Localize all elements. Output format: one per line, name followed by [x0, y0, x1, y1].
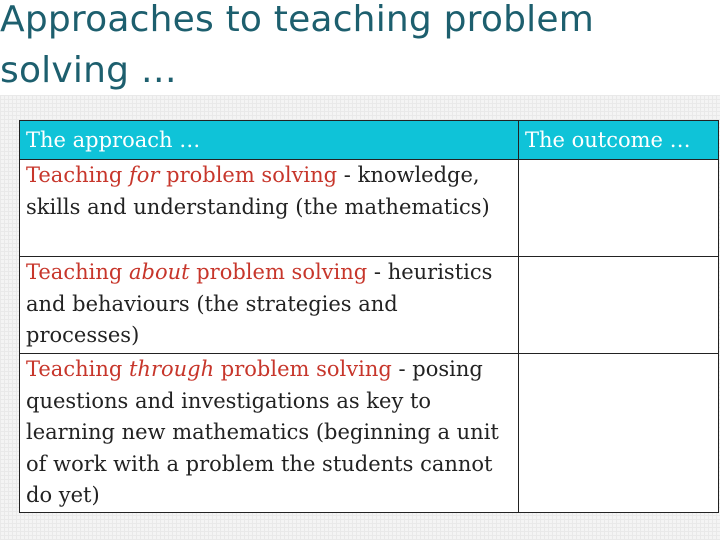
table-row: [20, 160, 719, 257]
approach-name: Teaching for problem solving: [26, 163, 338, 187]
outcome-cell[interactable]: [519, 354, 719, 513]
approach-dash: -: [391, 357, 406, 381]
approach-description: heuristics and behaviours (the strategies and processes): [26, 260, 493, 347]
approach-cell: [20, 257, 519, 354]
approach-name: Teaching about problem solving: [26, 260, 368, 284]
slide-title: Approaches to teaching problem solving …: [0, 0, 594, 91]
table-row: [20, 257, 719, 354]
header-outcome: The outcome …: [519, 121, 719, 160]
approach-cell: [20, 160, 519, 257]
table-row: [20, 354, 719, 513]
approaches-table: [19, 120, 719, 513]
approach-name: Teaching through problem solving: [26, 357, 392, 381]
approach-cell: [20, 354, 519, 513]
approach-description: posing questions and investigations as key to learning new mathematics (beginning a unit of work with a problem the students cannot do yet): [26, 357, 499, 507]
outcome-cell[interactable]: [519, 160, 719, 257]
approach-dash: -: [337, 163, 351, 187]
header-approach: The approach …: [20, 121, 519, 160]
outcome-cell[interactable]: [519, 257, 719, 354]
approach-dash: -: [367, 260, 382, 284]
table-header-row: [20, 121, 719, 160]
approach-description: knowledge, skills and understanding (the mathematics): [26, 163, 490, 219]
